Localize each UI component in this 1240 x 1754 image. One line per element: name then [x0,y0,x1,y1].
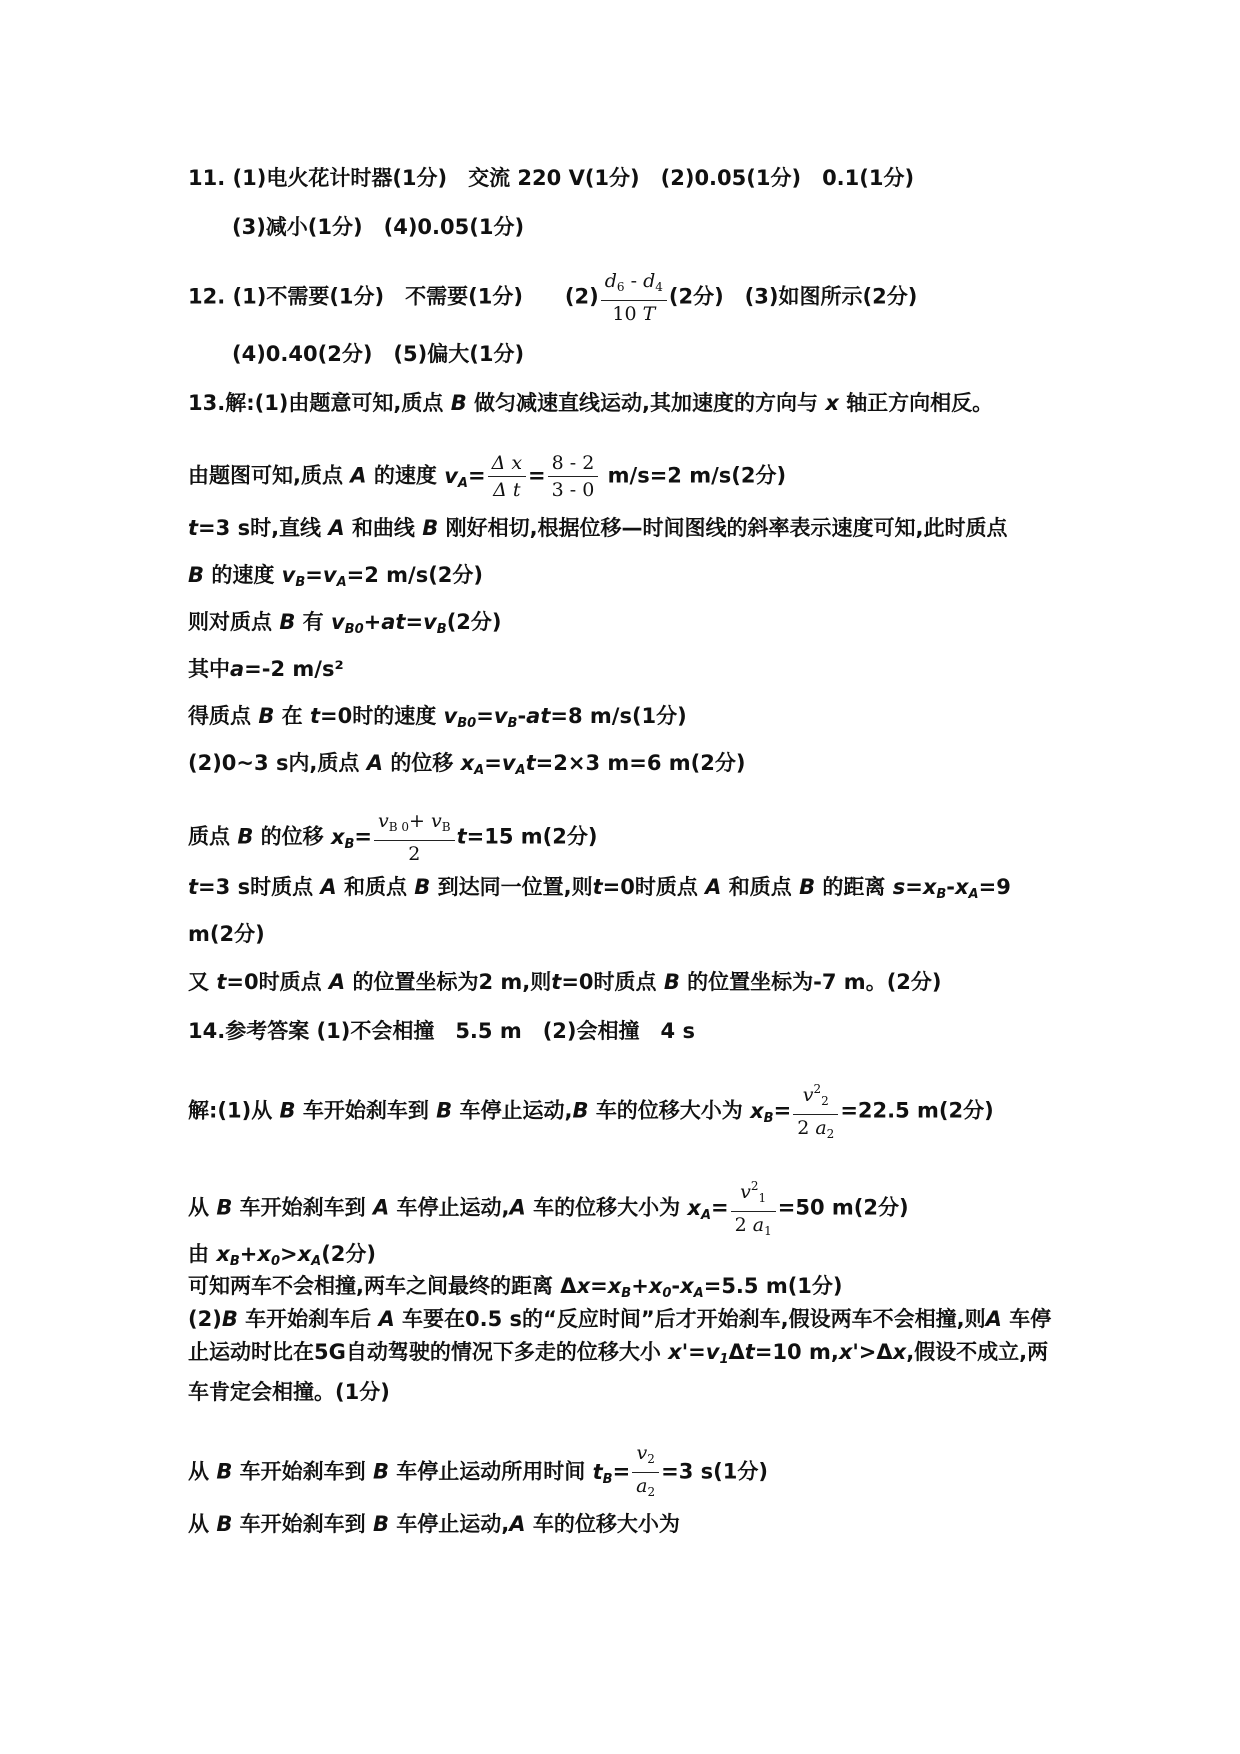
fraction-8-2: $\frac{8 - 2}{3 - 0}$ [548,452,599,501]
q13-line8: (2)0~3 s内,质点 A 的位移 $x_A=v_At=2\times 3$ m=6 m(2分) [188,751,746,778]
q13-line2: 由题图可知,质点 A 的速度 $v_A=$ $\frac{\text{Δ x}}{\text{Δ t}}$ = $\frac{8 - 2}{3 - 0}$ m/s=2 m/s(2分) [188,452,787,501]
q13-line1: 13.解:(1)由题意可知,质点 B 做匀减速直线运动,其加速度的方向与 x 轴正方向相反。 [188,391,994,415]
q14-answer: 14.参考答案 (1)不会相撞 5.5 m (2)会相撞 4 s [188,1019,695,1043]
q14-paragraph: (2)B 车开始刹车后 A 车要在0.5 s的“反应时间”后才开始刹车,假设两车不会相撞,则A 车停止运动时比在5G自动驾驶的情况下多走的位移大小 $x'=v_1\Delta t=10$ m,x'>Δx,假设不成立,两车肯定会相撞。(1分) [188,1307,1052,1404]
fraction-vb0-vb: $\frac{v_{B 0}+ v_B}{2}$ [374,810,455,865]
q13-line6: 其中a=-2 m/s² [188,657,344,681]
q13-line10: t=3 s时质点 A 和质点 B 到达同一位置,则t=0时质点 A 和质点 B 的距离 $s=x_B-x_A=9$ [188,875,1011,902]
q13-line11: m(2分) [188,922,265,946]
q14-line7: 从 B 车开始刹车到 B 车停止运动,A 车的位移大小为 [188,1512,680,1536]
q11-line1: 11. (1)电火花计时器(1分) 交流 220 V(1分) (2)0.05(1分) 0.1(1分) [188,166,915,190]
q14-line4: 可知两车不会相撞,两车之间最终的距离 $\Delta x=x_B+x_0-x_A=5.5$ m(1分) [188,1274,843,1301]
q11-line2: (3)减小(1分) (4)0.05(1分) [232,215,525,239]
q13-line4: B 的速度 $v_B=v_A=2$ m/s(2分) [188,563,484,590]
q14-line2: 从 B 车开始刹车到 A 车停止运动,A 车的位移大小为 $x_A=$ $\frac{v^2_1}{2 a_1}$ =50 m(2分) [188,1175,909,1242]
fraction-v1sq-2a1: $\frac{v^2_1}{2 a_1}$ [731,1175,776,1242]
fraction-v2-a2: $\frac{v_2}{a_2}$ [632,1442,659,1503]
q13-line5: 则对质点 B 有 $v_{B0}+at=v_B(2$分) [188,610,502,637]
q12-line1: 12. (1)不需要(1分) 不需要(1分) (2) $\frac{d_6 - d_4}{10 T}$ (2分) (3)如图所示(2分) [188,270,918,325]
q14-line6: 从 B 车开始刹车到 B 车停止运动所用时间 $t_B=$ $\frac{v_2}{a_2}$ =3 s(1分) [188,1442,768,1503]
fraction-v2sq-2a2: $\frac{v^2_2}{2 a_2}$ [793,1078,838,1145]
q12-line2: (4)0.40(2分) (5)偏大(1分) [232,342,525,366]
fraction-d6-d4: $\frac{d_6 - d_4}{10 T}$ [601,270,667,325]
fraction-dx-dt: $\frac{\text{Δ x}}{\text{Δ t}}$ [488,452,526,501]
q13-line7: 得质点 B 在 t=0时的速度 $v_{B0}=v_B-at=8$ m/s(1分) [188,704,687,731]
q14-line1: 解:(1)从 B 车开始刹车到 B 车停止运动,B 车的位移大小为 $x_B=$ $\frac{v^2_2}{2 a_2}$ =22.5 m(2分) [188,1078,994,1145]
q13-line3: t=3 s时,直线 A 和曲线 B 刚好相切,根据位移—时间图线的斜率表示速度可知,此时质点 [188,516,1008,540]
q14-line3: 由 $x_B+x_0>x_A(2$分) [188,1242,377,1269]
q13-line9: 质点 B 的位移 $x_B=$ $\frac{v_{B 0}+ v_B}{2}$ t=15 m(2分) [188,810,598,865]
q13-line12: 又 t=0时质点 A 的位置坐标为2 m,则t=0时质点 B 的位置坐标为-7 m。(2分) [188,970,942,994]
